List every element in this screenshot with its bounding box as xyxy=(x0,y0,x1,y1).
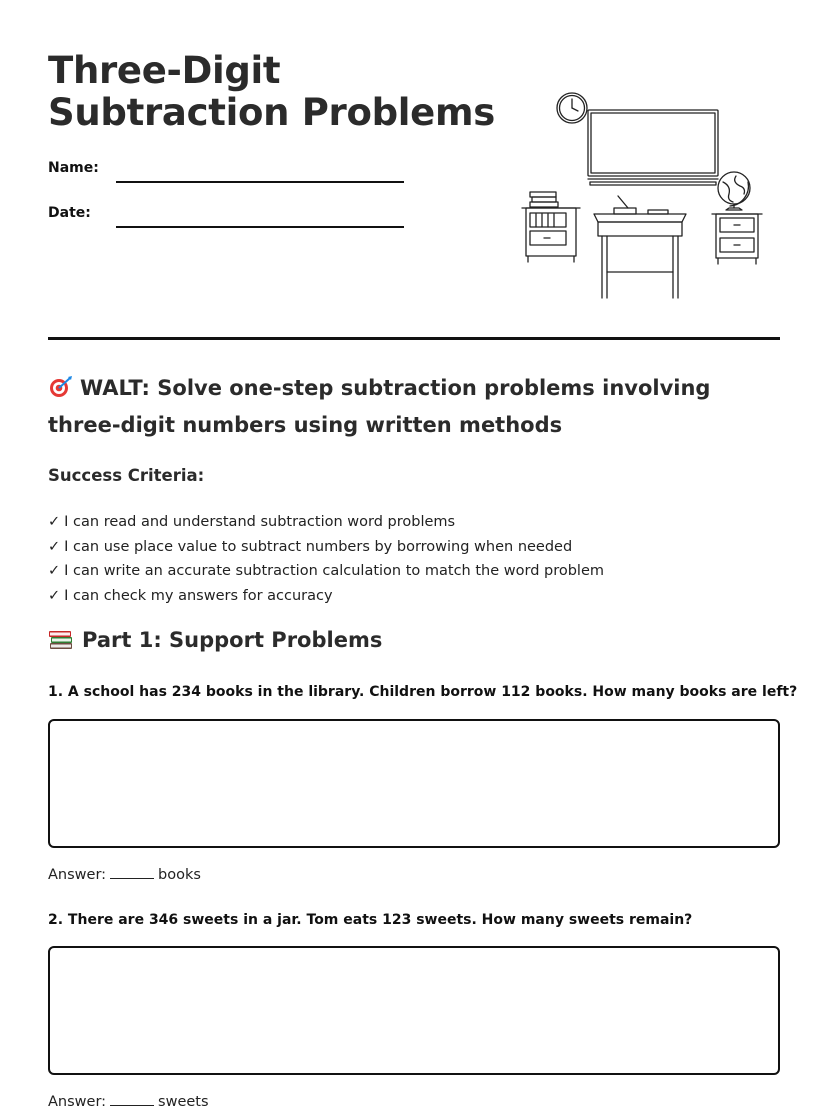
target-icon xyxy=(48,376,74,398)
check-icon: ✓ xyxy=(48,563,61,579)
success-criteria-heading: Success Criteria: xyxy=(48,466,205,485)
globe-icon xyxy=(718,172,750,210)
check-icon: ✓ xyxy=(48,538,61,555)
books-stack-icon xyxy=(530,192,558,207)
problem-2-answer: Answer: sweets xyxy=(48,1094,209,1110)
cabinet-right-icon xyxy=(712,214,762,264)
success-criteria-list xyxy=(48,510,604,608)
problem-1-question: 1. A school has 234 books in the library. Children borrow 112 books. How many books are left? xyxy=(48,684,798,700)
date-label: Date: xyxy=(48,205,91,221)
part1-heading xyxy=(48,628,382,652)
criteria-item: ✓ I can use place value to subtract numbers by borrowing when needed xyxy=(48,538,573,555)
criteria-item: ✓ I can read and understand subtraction word problems xyxy=(48,514,456,530)
desk-icon xyxy=(594,196,686,298)
problem-2-work-area[interactable] xyxy=(48,946,780,1075)
books-icon xyxy=(48,628,74,650)
cabinet-left-icon xyxy=(522,208,580,262)
check-icon: ✓ xyxy=(48,587,61,604)
criteria-item: ✓ I can write an accurate subtraction calculation to match the word problem xyxy=(48,563,604,579)
whiteboard-icon xyxy=(588,110,718,185)
check-icon: ✓ xyxy=(48,514,61,530)
page-title: Three-Digit Subtraction Problems xyxy=(48,49,495,134)
problem-1-answer: Answer: books xyxy=(48,867,201,883)
clock-icon xyxy=(557,93,587,123)
criteria-item: ✓ I can check my answers for accuracy xyxy=(48,587,333,604)
date-line[interactable] xyxy=(116,226,404,228)
problem-2-question: 2. There are 346 sweets in a jar. Tom eats 123 sweets. How many sweets remain? xyxy=(48,912,693,928)
header-divider xyxy=(48,337,780,340)
name-label: Name: xyxy=(48,160,99,176)
name-line[interactable] xyxy=(116,181,404,183)
walt-heading xyxy=(48,370,788,444)
problem-2-answer-blank[interactable] xyxy=(110,1094,154,1106)
classroom-illustration xyxy=(518,86,764,304)
problem-1-work-area[interactable] xyxy=(48,719,780,848)
problem-1-answer-blank[interactable] xyxy=(110,867,154,879)
walt-text: WALT: Solve one-step subtraction problems involving three-digit numbers using written methods xyxy=(48,376,711,437)
part1-heading-text: Part 1: Support Problems xyxy=(82,628,383,652)
